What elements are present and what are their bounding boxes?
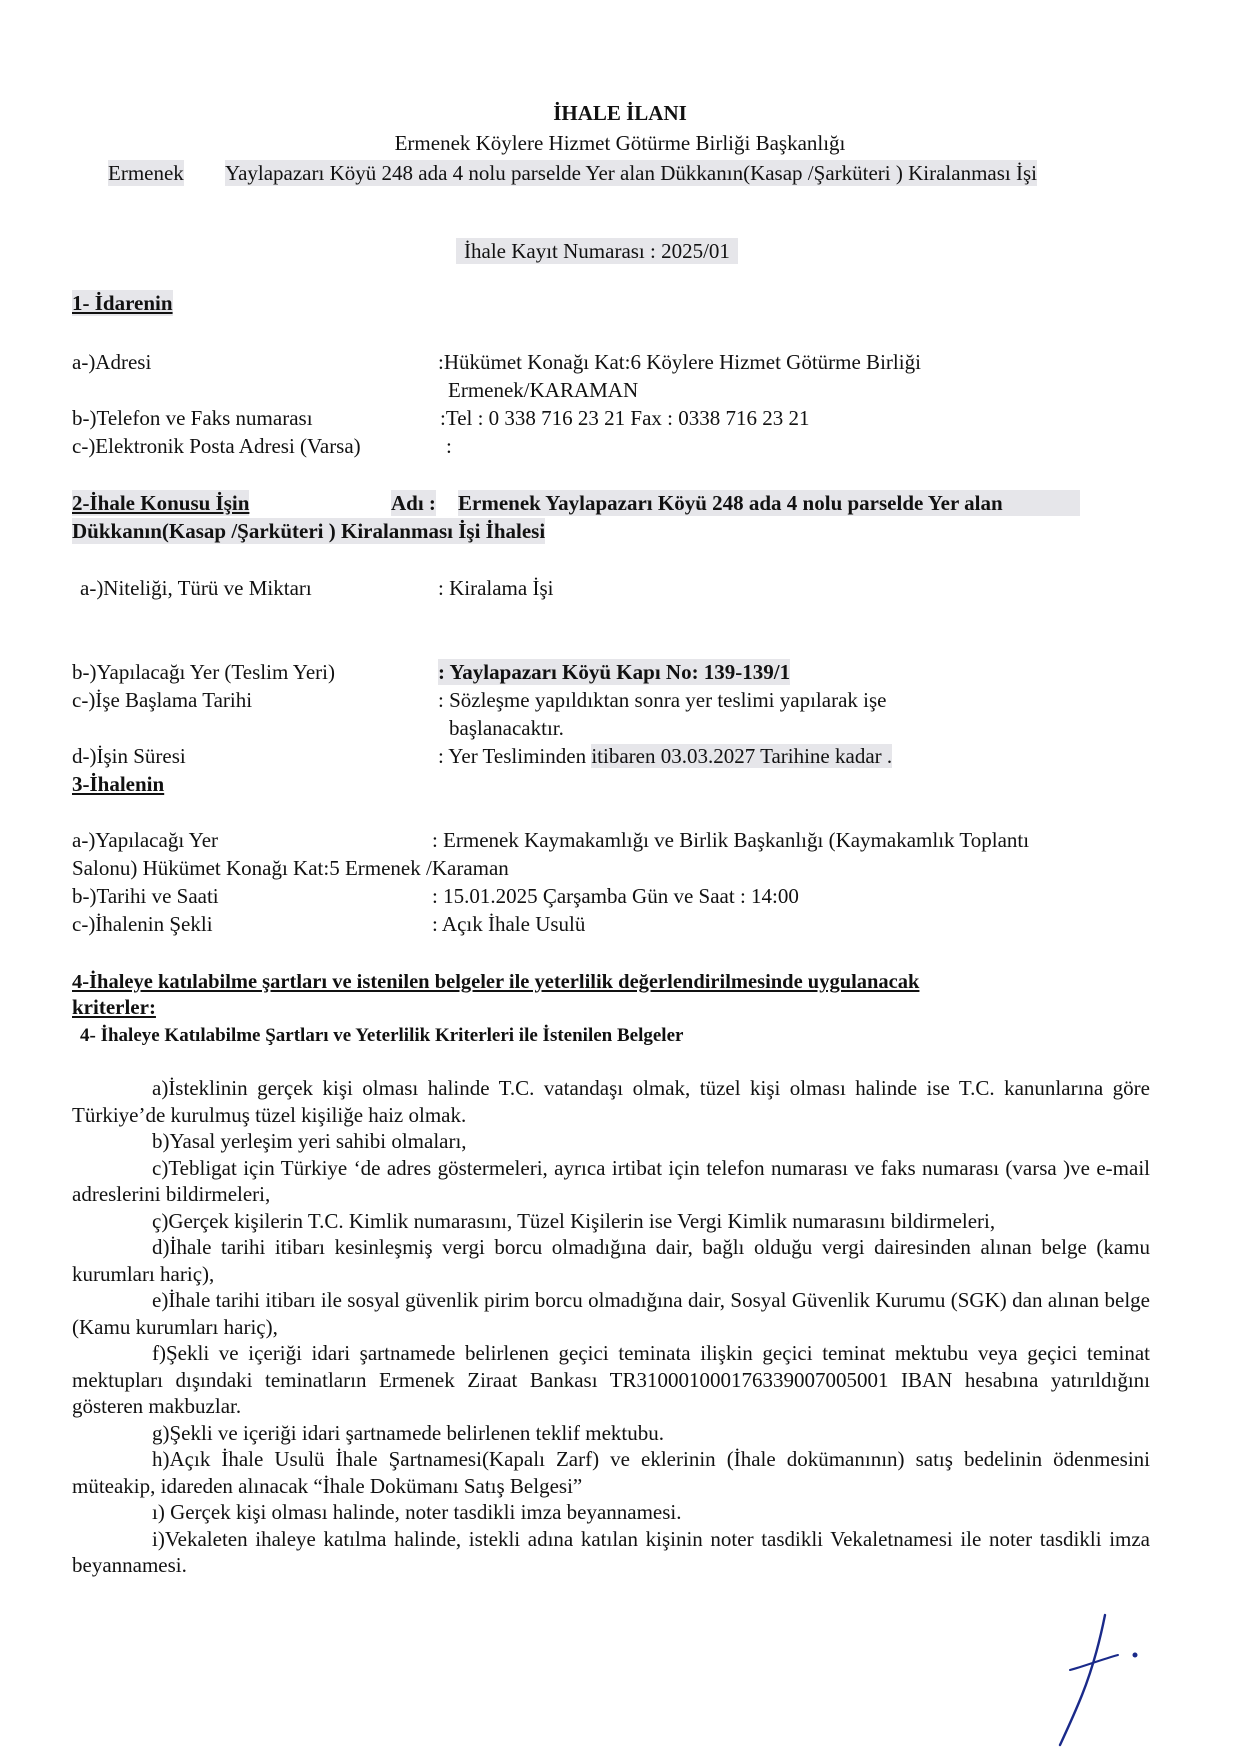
requirement-item: e)İhale tarihi itibarı ile sosyal güvenlik pirim borcu olmadığına dair, Sosyal Güvenlik Kurumu (SGK) dan alınan belge (Kamu kurumları hariç), bbox=[72, 1288, 1150, 1339]
requirement-item: c)Tebligat için Türkiye ‘de adres göstermeleri, ayrıca irtibat için telefon numarası ve faks numarası (varsa )ve e-mail adreslerini bildirmeleri, bbox=[72, 1155, 1150, 1206]
signature-icon bbox=[1030, 1600, 1150, 1750]
auction-method-label: c-)İhalenin Şekli bbox=[72, 912, 213, 936]
requirement-item: f)Şekli ve içeriği idari şartnamede belirlenen geçici teminata ilişkin geçici teminat mektubu veya geçici teminat mektupları dışındaki teminatların Ermenek Ziraat Bankası TR310001000176339007005001 IBAN hesabına yatırıldığını gösteren makbuzlar. bbox=[72, 1341, 1150, 1418]
auction-place-cont: Salonu) Hükümet Konağı Kat:5 Ermenek /Karaman bbox=[72, 856, 509, 880]
auction-date-label: b-)Tarihi ve Saati bbox=[72, 884, 219, 908]
section-2-name-label: Adı : bbox=[391, 491, 436, 515]
duration-value bbox=[438, 743, 892, 769]
phone-value: :Tel : 0 338 716 23 21 Fax : 0338 716 23 21 bbox=[440, 406, 810, 430]
start-label: c-)İşe Başlama Tarihi bbox=[72, 688, 253, 712]
section-2-subject-cont: Dükkanın(Kasap /Şarküteri ) Kiralanması İşi İhalesi bbox=[72, 519, 546, 543]
address-value-city: Ermenek/KARAMAN bbox=[448, 378, 639, 402]
email-label: c-)Elektronik Posta Adresi (Varsa) bbox=[72, 434, 361, 458]
subject-place: Ermenek bbox=[108, 161, 184, 185]
place-label: b-)Yapılacağı Yer (Teslim Yeri) bbox=[72, 660, 335, 684]
requirement-item: h)Açık İhale Usulü İhale Şartnamesi(Kapalı Zarf) ve eklerinin (İhale dokümanının) satış bedelinin ödenmesini müteakip, idareden alınacak “İhale Dokümanı Satış Belgesi” bbox=[72, 1447, 1150, 1498]
nature-label: a-)Niteliği, Türü ve Miktarı bbox=[80, 576, 312, 600]
email-value: : bbox=[446, 434, 452, 458]
section-3-heading: 3-İhalenin bbox=[72, 772, 165, 796]
nature-value: : Kiralama İşi bbox=[438, 576, 554, 600]
subject-line: Yaylapazarı Köyü 248 ada 4 nolu parselde Yer alan Dükkanın(Kasap /Şarküteri ) Kiralanması İşi bbox=[225, 161, 1037, 185]
section-4-heading-cont: kriterler: bbox=[72, 995, 156, 1019]
duration-value-date: itibaren 03.03.2027 Tarihine kadar . bbox=[591, 744, 893, 768]
section-2-subject: Ermenek Yaylapazarı Köyü 248 ada 4 nolu parselde Yer alan bbox=[458, 490, 1080, 516]
auction-date-value: : 15.01.2025 Çarşamba Gün ve Saat : 14:00 bbox=[432, 884, 799, 908]
auction-place-value: : Ermenek Kaymakamlığı ve Birlik Başkanlığı (Kaymakamlık Toplantı bbox=[432, 828, 1030, 852]
document-title: İHALE İLANI bbox=[553, 101, 687, 125]
section-2-heading: 2-İhale Konusu İşin bbox=[72, 491, 250, 515]
registry-number: İhale Kayıt Numarası : 2025/01 bbox=[456, 238, 738, 264]
requirement-item: b)Yasal yerleşim yeri sahibi olmaları, bbox=[152, 1129, 467, 1153]
requirement-item: d)İhale tarihi itibarı kesinleşmiş vergi borcu olmadığına dair, bağlı olduğu vergi dairesinden alınan belge (kamu kurumları hariç), bbox=[72, 1235, 1150, 1286]
start-value-cont: başlanacaktır. bbox=[449, 716, 564, 740]
requirement-item: a)İsteklinin gerçek kişi olması halinde T.C. vatandaşı olmak, tüzel kişi olması halinde ise T.C. kanunlarına göre Türkiye’de kurulmuş tüzel kişiliğe haiz olmak. bbox=[72, 1076, 1150, 1127]
auction-method-value: : Açık İhale Usulü bbox=[432, 912, 586, 936]
duration-label: d-)İşin Süresi bbox=[72, 744, 186, 768]
place-value: : Yaylapazarı Köyü Kapı No: 139-139/1 bbox=[438, 660, 791, 684]
organization-name: Ermenek Köylere Hizmet Götürme Birliği Başkanlığı bbox=[394, 131, 846, 155]
requirement-item: i)Vekaleten ihaleye katılma halinde, istekli adına katılan kişinin noter tasdikli Vekaletnamesi ile noter tasdikli imza beyannamesi. bbox=[72, 1526, 1150, 1577]
duration-value-prefix: : Yer Tesliminden bbox=[438, 744, 592, 768]
phone-label: b-)Telefon ve Faks numarası bbox=[72, 406, 313, 430]
section-1-heading: 1- İdarenin bbox=[72, 291, 173, 315]
requirement-item: ı) Gerçek kişi olması halinde, noter tasdikli imza beyannamesi. bbox=[152, 1500, 682, 1524]
address-value: :Hükümet Konağı Kat:6 Köylere Hizmet Götürme Birliği bbox=[438, 350, 921, 374]
requirement-item: ç)Gerçek kişilerin T.C. Kimlik numarasını, Tüzel Kişilerin ise Vergi Kimlik numarasını bildirmeleri, bbox=[152, 1208, 996, 1233]
address-label: a-)Adresi bbox=[72, 350, 152, 374]
auction-place-label: a-)Yapılacağı Yer bbox=[72, 828, 219, 852]
section-4-heading: 4-İhaleye katılabilme şartları ve istenilen belgeler ile yeterlilik değerlendirilmesinde uygulanacak bbox=[72, 971, 920, 993]
section-4-subheading: 4- İhaleye Katılabilme Şartları ve Yeterlilik Kriterleri ile İstenilen Belgeler bbox=[80, 1025, 684, 1046]
start-value: : Sözleşme yapıldıktan sonra yer teslimi yapılarak işe bbox=[438, 688, 887, 712]
requirements-list bbox=[72, 1075, 1150, 1579]
requirement-item: g)Şekli ve içeriği idari şartnamede belirlenen teklif mektubu. bbox=[152, 1420, 664, 1445]
